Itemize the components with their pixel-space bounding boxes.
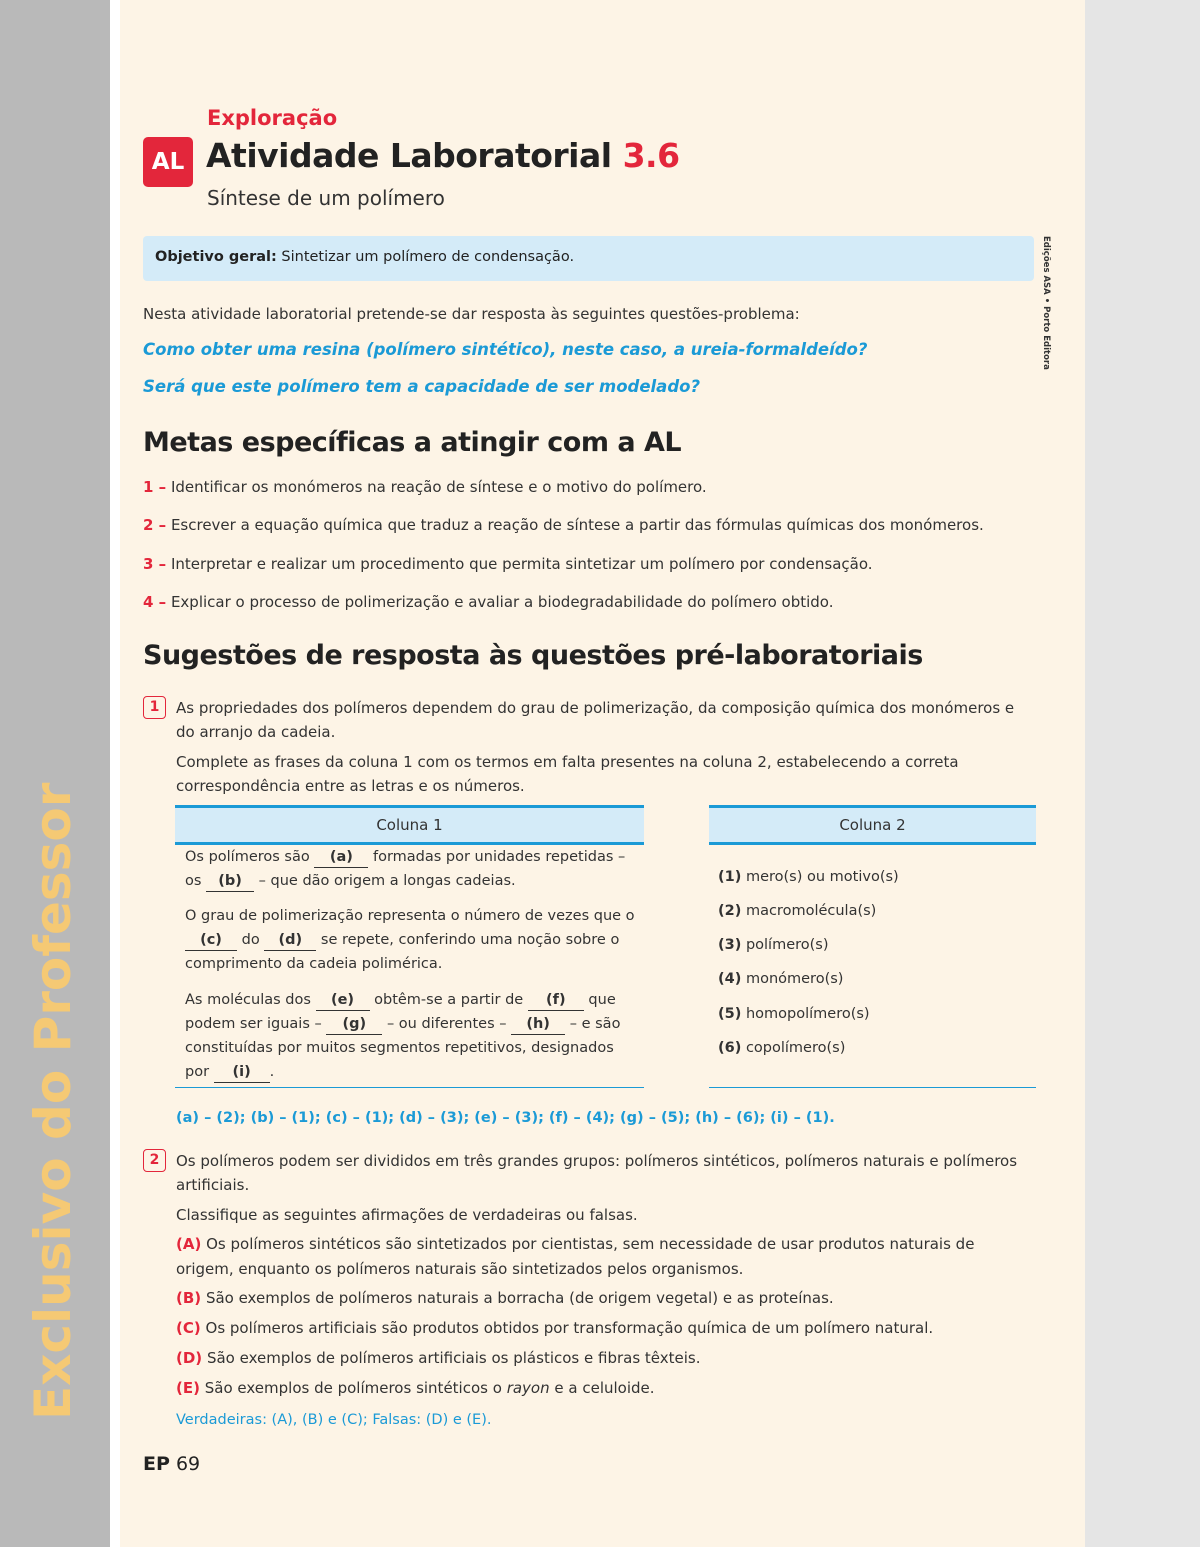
objective-label: Objetivo geral: (155, 249, 277, 265)
q2-instruction: Classifique as seguintes afirmações de verdadeiras ou falsas. (176, 1206, 638, 1224)
question-problem-1: Como obter uma resina (polímero sintético), neste caso, a ureia-formaldeído? (143, 340, 868, 359)
title-number: 3.6 (622, 136, 680, 175)
column-2-bottom-rule (709, 1087, 1036, 1088)
pre-lab-heading: Sugestões de resposta às questões pré-laboratoriais (143, 640, 923, 671)
sidebar-divider (110, 0, 120, 1547)
goal-number: 4 – (143, 593, 167, 611)
goal-number: 3 – (143, 555, 167, 573)
goal-text: Explicar o processo de polimerização e avaliar a biodegradabilidade do polímero obtido. (170, 593, 834, 611)
q2-statement: Os polímeros podem ser divididos em três grandes grupos: polímeros sintéticos, polímeros naturais e polímeros artificiais. (176, 1152, 1018, 1194)
page-value: 69 (175, 1453, 201, 1475)
goal-item (143, 555, 873, 573)
column-2-item: (1) mero(s) ou motivo(s) (718, 869, 899, 885)
question-number-1: 1 (143, 696, 166, 719)
page-prefix: EP (143, 1453, 170, 1475)
q2-option-a: (A) Os polímeros sintéticos são sintetizados por cientistas, sem necessidade de usar produtos naturais de origem, enquanto os polímeros naturais são sintetizados pelos organismos. (176, 1235, 975, 1278)
blank-c: (c) (185, 930, 237, 951)
column-2-header: Coluna 2 (709, 805, 1036, 845)
q2-option-b: (B) São exemplos de polímeros naturais a borracha (de origem vegetal) e as proteínas. (176, 1289, 834, 1307)
column-1-header: Coluna 1 (175, 805, 644, 845)
blank-d: (d) (264, 930, 316, 951)
column-1-sentence-3: As moléculas dos (e) obtêm-se a partir de (f) que podem ser iguais – (g) – ou diferentes – (h) – e são constituídas por muitos segmentos repetitivos, designados por (i) . (185, 988, 640, 1084)
question-number-2: 2 (143, 1149, 166, 1172)
blank-e: (e) (316, 990, 370, 1011)
page-number (143, 1453, 200, 1475)
section-label: Exploração (207, 106, 338, 130)
goal-number: 1 – (143, 478, 167, 496)
objective (155, 249, 574, 265)
intro-text: Nesta atividade laboratorial pretende-se dar resposta às seguintes questões-problema: (143, 305, 800, 323)
goals-heading: Metas específicas a atingir com a AL (143, 427, 682, 458)
goal-text: Identificar os monómeros na reação de síntese e o motivo do polímero. (170, 478, 707, 496)
column-2-item: (5) homopolímero(s) (718, 1006, 870, 1022)
q2-option-d: (D) São exemplos de polímeros artificiais os plásticos e fibras têxteis. (176, 1349, 701, 1367)
al-badge: AL (143, 137, 193, 187)
blank-i: (i) (214, 1062, 270, 1083)
blank-g: (g) (326, 1014, 382, 1035)
column-1-sentence-1: Os polímeros são (a) formadas por unidades repetidas – os (b) – que dão origem a longas cadeias. (185, 845, 640, 893)
blank-b: (b) (206, 871, 254, 892)
q2-option-c: (C) Os polímeros artificiais são produtos obtidos por transformação química de um polímero natural. (176, 1319, 934, 1337)
column-1-sentence-2: O grau de polimerização representa o número de vezes que o (c) do (d) se repete, conferindo uma noção sobre o comprimento da cadeia polimérica. (185, 908, 635, 972)
right-margin (1085, 0, 1200, 1547)
blank-f: (f) (528, 990, 584, 1011)
blank-h: (h) (511, 1014, 565, 1035)
goal-number: 2 – (143, 516, 167, 534)
copyright: Edições ASA • Porto Editora (1041, 236, 1051, 370)
q1-statement: As propriedades dos polímeros dependem do grau de polimerização, da composição química dos monómeros e do arranjo da cadeia. (176, 699, 1015, 741)
blank-a: (a) (314, 847, 368, 868)
goal-item (143, 516, 984, 534)
page-title (206, 136, 680, 175)
column-2-item: (6) copolímero(s) (718, 1040, 846, 1056)
q1-instruction: Complete as frases da coluna 1 com os termos em falta presentes na coluna 2, estabelecendo a correta correspondência entre as letras e os números. (176, 753, 959, 795)
goal-text: Escrever a equação química que traduz a reação de síntese a partir das fórmulas químicas dos monómeros. (170, 516, 984, 534)
page-subtitle: Síntese de um polímero (207, 186, 445, 210)
q1-answer: (a) – (2); (b) – (1); (c) – (1); (d) – (3); (e) – (3); (f) – (4); (g) – (5); (h) – (6); (i) – (1). (176, 1110, 835, 1126)
column-2-item: (4) monómero(s) (718, 971, 844, 987)
column-1-bottom-rule (175, 1087, 644, 1088)
sidebar-label: Exclusivo do Professor (24, 782, 82, 1420)
column-2-item: (2) macromolécula(s) (718, 903, 877, 919)
q2-answer: Verdadeiras: (A), (B) e (C); Falsas: (D) e (E). (176, 1412, 492, 1428)
title-text: Atividade Laboratorial (206, 136, 612, 175)
objective-text: Sintetizar um polímero de condensação. (281, 249, 575, 265)
question-problem-2: Será que este polímero tem a capacidade de ser modelado? (143, 377, 701, 396)
column-2-item: (3) polímero(s) (718, 937, 829, 953)
goal-item (143, 593, 833, 611)
goal-text: Interpretar e realizar um procedimento que permita sintetizar um polímero por condensação. (170, 555, 873, 573)
q2-option-e: (E) São exemplos de polímeros sintéticos o rayon e a celuloide. (176, 1379, 655, 1397)
goal-item (143, 478, 707, 496)
